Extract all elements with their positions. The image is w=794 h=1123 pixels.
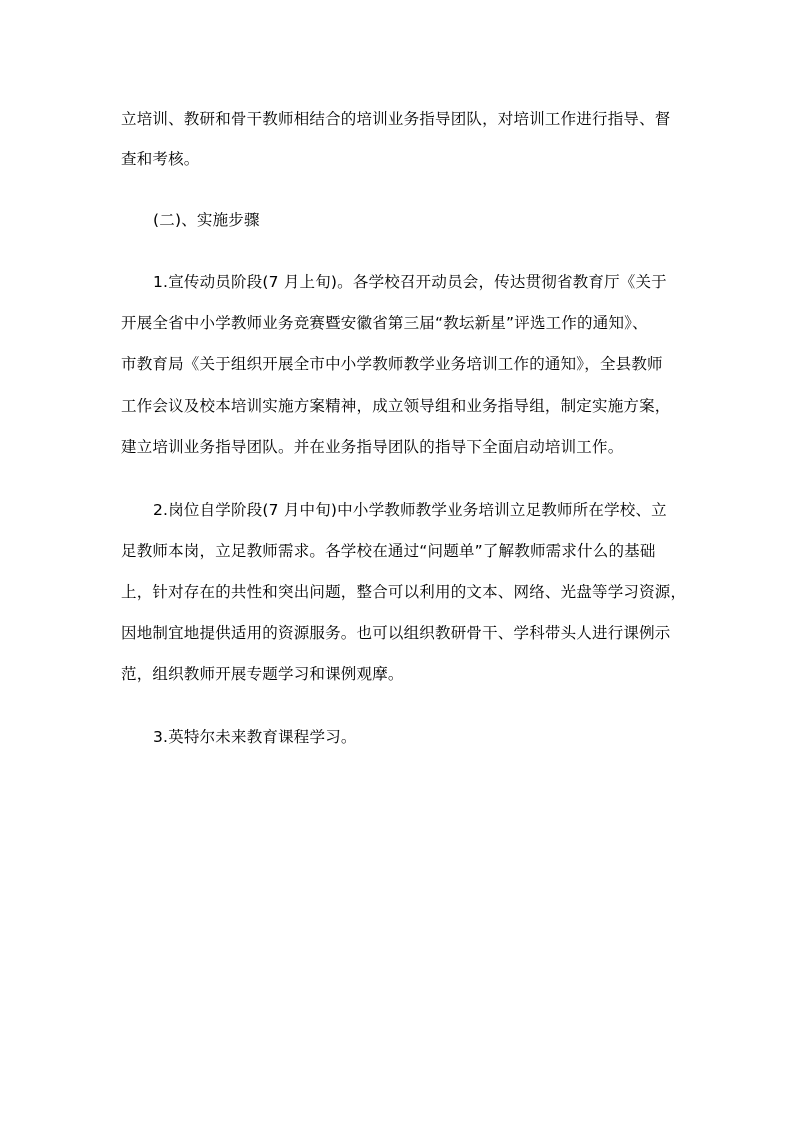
- section-heading: (二)、实施步骤: [153, 211, 260, 229]
- step-3-line-1: 3.英特尔未来教育课程学习。: [153, 728, 357, 746]
- paragraph-1-line-1: 立培训、教研和骨干教师相结合的培训业务指导团队，对培训工作进行指导、督: [121, 110, 671, 128]
- step-1-line-5: 建立培训业务指导团队。并在业务指导团队的指导下全面启动培训工作。: [121, 438, 624, 456]
- paragraph-1-line-2: 查和考核。: [121, 150, 200, 168]
- step-2-line-1: 2.岗位自学阶段(7 月中旬)中小学教师教学业务培训立足教师所在学校、立: [153, 501, 667, 519]
- step-1-line-3: 市教育局《关于组织开展全市中小学教师教学业务培训工作的通知》，全县教师: [121, 355, 663, 373]
- step-2-line-2: 足教师本岗，立足教师需求。各学校在通过“问题单”了解教师需求什么的基础: [121, 542, 656, 560]
- step-2-line-3: 上，针对存在的共性和突出问题，整合可以利用的文本、网络、光盘等学习资源，: [121, 583, 687, 601]
- step-1-line-1: 1.宣传动员阶段(7 月上旬)。各学校召开动员会，传达贯彻省教育厅《关于: [153, 273, 667, 291]
- step-1-line-2: 开展全省中小学教师业务竞赛暨安徽省第三届“教坛新星”评选工作的通知》、: [121, 314, 648, 332]
- step-2-line-4: 因地制宜地提供适用的资源服务。也可以组织教研骨干、学科带头人进行课例示: [121, 624, 671, 642]
- step-1-line-4: 工作会议及校本培训实施方案精神，成立领导组和业务指导组，制定实施方案，: [121, 397, 671, 415]
- step-2-line-5: 范，组织教师开展专题学习和课例观摩。: [121, 665, 404, 683]
